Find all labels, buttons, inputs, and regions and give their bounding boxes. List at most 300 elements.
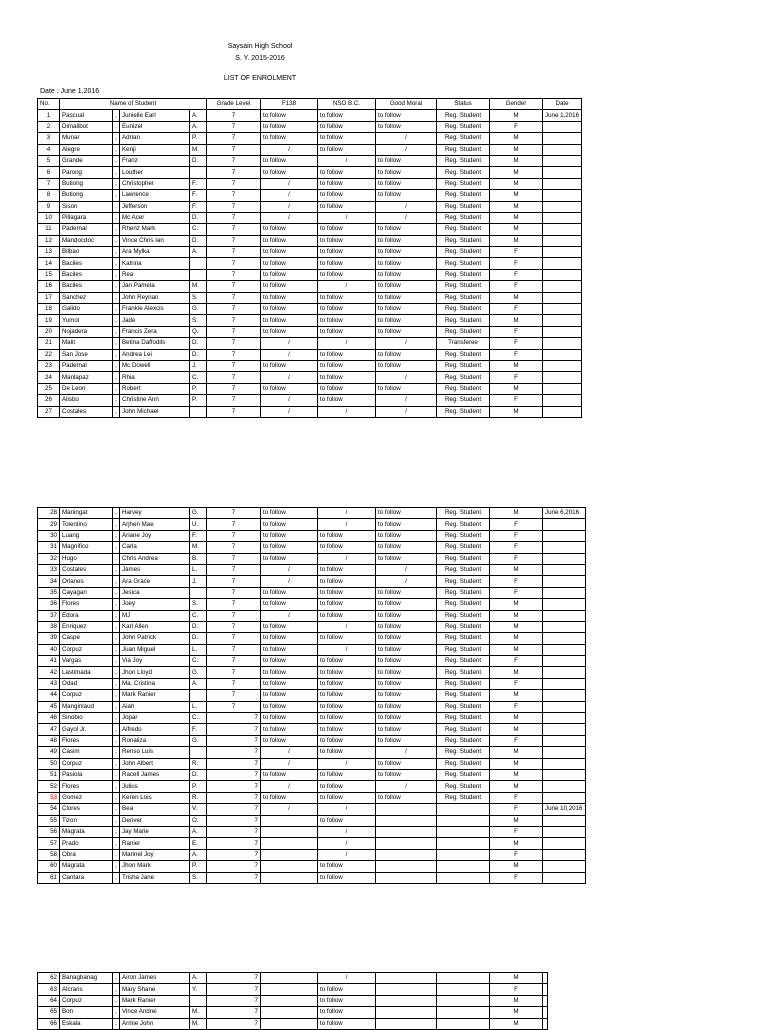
last-name: Pasiola — [60, 769, 113, 780]
row-number: 40 — [38, 644, 60, 655]
status: Reg. Student — [437, 633, 490, 644]
enrolment-table-page-1 — [37, 98, 582, 418]
gender: F — [490, 326, 543, 337]
row-number: 4 — [38, 144, 60, 155]
nso-bc: to follow — [318, 190, 376, 201]
good-moral: / — [376, 133, 437, 144]
grade-level: 7 — [207, 735, 261, 746]
row-number: 27 — [38, 406, 60, 417]
grade-level: 7 — [207, 372, 261, 383]
row-number: 2 — [38, 121, 60, 132]
f138: to follow — [261, 713, 318, 724]
gender: M — [490, 235, 543, 246]
middle-initial: D. — [190, 338, 207, 349]
row-number: 61 — [38, 872, 60, 883]
row-number: 19 — [38, 315, 60, 326]
row-number: 44 — [38, 690, 60, 701]
separator: , — [113, 372, 120, 383]
good-moral: to follow — [376, 792, 437, 803]
last-name: Munar — [60, 133, 113, 144]
middle-initial: M. — [190, 1007, 207, 1018]
row-number: 29 — [38, 519, 60, 530]
last-name: Gayol Jr. — [60, 724, 113, 735]
middle-initial — [190, 269, 207, 280]
grade-level: 7 — [207, 564, 261, 575]
separator: , — [113, 281, 120, 292]
middle-initial: A. — [190, 973, 207, 984]
good-moral: to follow — [376, 690, 437, 701]
table-row — [38, 815, 586, 826]
gender: M — [490, 815, 543, 826]
gender: M — [490, 690, 543, 701]
gender: M — [490, 633, 543, 644]
gender: F — [490, 281, 543, 292]
grade-level: 7 — [207, 315, 261, 326]
row-number: 1 — [38, 110, 60, 121]
gender: M — [490, 167, 543, 178]
middle-initial: D. — [190, 349, 207, 360]
first-name: Vince Andrei — [120, 1007, 190, 1018]
date — [543, 383, 582, 394]
nso-bc: to follow — [318, 792, 376, 803]
middle-initial: J. — [190, 576, 207, 587]
first-name: Jhon Mark — [120, 861, 190, 872]
status: Reg. Student — [437, 792, 490, 803]
good-moral: / — [376, 395, 437, 406]
first-name: Eunizel — [120, 121, 190, 132]
last-name: Odad — [60, 678, 113, 689]
first-name: Alfredo — [120, 724, 190, 735]
gender: M — [490, 110, 543, 121]
row-number: 14 — [38, 258, 60, 269]
table-row — [38, 258, 582, 269]
grade-level: 7 — [207, 849, 261, 860]
grade-level: 7 — [207, 713, 261, 724]
f138 — [261, 815, 318, 826]
first-name: John Reynan — [120, 292, 190, 303]
table-row — [38, 701, 586, 712]
row-number: 60 — [38, 861, 60, 872]
grade-level: 7 — [207, 973, 261, 984]
status: Reg. Student — [437, 304, 490, 315]
table-row — [38, 349, 582, 360]
table-row — [38, 121, 582, 132]
row-number: 63 — [38, 984, 60, 995]
f138: to follow — [261, 326, 318, 337]
last-name: Malit — [60, 338, 113, 349]
table-row — [38, 690, 586, 701]
f138: / — [261, 144, 318, 155]
row-number: 7 — [38, 178, 60, 189]
last-name: Pillagara — [60, 212, 113, 223]
separator: , — [113, 713, 120, 724]
middle-initial: D. — [190, 235, 207, 246]
date — [543, 304, 582, 315]
first-name: Katrina — [120, 258, 190, 269]
date — [543, 735, 586, 746]
separator: , — [113, 587, 120, 598]
nso-bc: to follow — [318, 564, 376, 575]
row-number: 57 — [38, 838, 60, 849]
nso-bc: to follow — [318, 576, 376, 587]
separator: , — [113, 815, 120, 826]
grade-level: 7 — [207, 587, 261, 598]
last-name: Bilbao — [60, 247, 113, 258]
table-row — [38, 769, 586, 780]
good-moral: / — [376, 372, 437, 383]
status: Reg. Student — [437, 735, 490, 746]
gender: M — [490, 144, 543, 155]
gender: F — [490, 553, 543, 564]
middle-initial: S. — [190, 872, 207, 883]
last-name: Enriquez — [60, 621, 113, 632]
status: Reg. Student — [437, 667, 490, 678]
status: Reg. Student — [437, 201, 490, 212]
gender: F — [490, 804, 543, 815]
f138: / — [261, 212, 318, 223]
good-moral: / — [376, 576, 437, 587]
last-name: Magrata — [60, 861, 113, 872]
grade-level: 7 — [207, 110, 261, 121]
last-name: Galido — [60, 304, 113, 315]
last-name: Padernal — [60, 360, 113, 371]
date — [543, 133, 582, 144]
table-row — [38, 212, 582, 223]
first-name: John Michael — [120, 406, 190, 417]
nso-bc: / — [318, 553, 376, 564]
middle-initial: P. — [190, 383, 207, 394]
grade-level: 7 — [207, 838, 261, 849]
grade-level: 7 — [207, 644, 261, 655]
row-number: 66 — [38, 1018, 60, 1029]
first-name: Christopher — [120, 178, 190, 189]
table-row — [38, 178, 582, 189]
status: Reg. Student — [437, 781, 490, 792]
status — [437, 804, 490, 815]
status: Reg. Student — [437, 178, 490, 189]
status: Reg. Student — [437, 133, 490, 144]
nso-bc: to follow — [318, 995, 376, 1006]
nso-bc: to follow — [318, 133, 376, 144]
date — [543, 984, 548, 995]
middle-initial: L. — [190, 564, 207, 575]
table-row — [38, 155, 582, 166]
f138: to follow — [261, 383, 318, 394]
table-row — [38, 326, 582, 337]
first-name: Karl Allen — [120, 621, 190, 632]
good-moral: to follow — [376, 315, 437, 326]
last-name: Gomez — [60, 792, 113, 803]
nso-bc: to follow — [318, 781, 376, 792]
separator: , — [113, 201, 120, 212]
middle-initial: D. — [190, 212, 207, 223]
good-moral: to follow — [376, 167, 437, 178]
grade-level: 7 — [207, 247, 261, 258]
row-number: 65 — [38, 1007, 60, 1018]
first-name: MJ — [120, 610, 190, 621]
f138: / — [261, 576, 318, 587]
f138: / — [261, 747, 318, 758]
row-number: 33 — [38, 564, 60, 575]
date — [543, 690, 586, 701]
table-row — [38, 747, 586, 758]
middle-initial: M. — [190, 281, 207, 292]
status — [437, 838, 490, 849]
status: Reg. Student — [437, 724, 490, 735]
nso-bc: to follow — [318, 1007, 376, 1018]
date — [543, 599, 586, 610]
date — [543, 542, 586, 553]
table-row — [38, 167, 582, 178]
date — [543, 656, 586, 667]
row-number: 28 — [38, 508, 60, 519]
row-number: 6 — [38, 167, 60, 178]
column-header: NSO B.C. — [318, 99, 376, 110]
good-moral — [376, 984, 437, 995]
f138: to follow — [261, 360, 318, 371]
separator: , — [113, 781, 120, 792]
last-name: Maningat — [60, 508, 113, 519]
date — [543, 258, 582, 269]
last-name: Lastimada — [60, 667, 113, 678]
date — [543, 838, 586, 849]
f138: to follow — [261, 121, 318, 132]
last-name: Obra — [60, 849, 113, 860]
f138: to follow — [261, 542, 318, 553]
status: Reg. Student — [437, 701, 490, 712]
gender: F — [490, 849, 543, 860]
separator: , — [113, 133, 120, 144]
grade-level: 7 — [207, 621, 261, 632]
date — [543, 224, 582, 235]
middle-initial: D. — [190, 155, 207, 166]
last-name: Flores — [60, 735, 113, 746]
last-name: Baciles — [60, 258, 113, 269]
status: Reg. Student — [437, 326, 490, 337]
first-name: Keren Lois — [120, 792, 190, 803]
separator: , — [113, 838, 120, 849]
table-row — [38, 542, 586, 553]
last-name: Casim — [60, 747, 113, 758]
separator: , — [113, 564, 120, 575]
nso-bc: to follow — [318, 224, 376, 235]
status — [437, 849, 490, 860]
row-number: 35 — [38, 587, 60, 598]
grade-level: 7 — [207, 121, 261, 132]
grade-level: 7 — [207, 861, 261, 872]
f138: / — [261, 564, 318, 575]
gender: F — [490, 656, 543, 667]
row-number: 53 — [38, 792, 60, 803]
row-number: 46 — [38, 713, 60, 724]
f138: / — [261, 781, 318, 792]
nso-bc: to follow — [318, 815, 376, 826]
gender: F — [490, 735, 543, 746]
status: Reg. Student — [437, 553, 490, 564]
f138: / — [261, 406, 318, 417]
first-name: Kenji — [120, 144, 190, 155]
row-number: 12 — [38, 235, 60, 246]
status — [437, 872, 490, 883]
good-moral — [376, 815, 437, 826]
good-moral: to follow — [376, 587, 437, 598]
table-row — [38, 519, 586, 530]
row-number: 23 — [38, 360, 60, 371]
nso-bc: / — [318, 849, 376, 860]
row-number: 17 — [38, 292, 60, 303]
school-name: Saysain High School — [227, 43, 293, 50]
f138: to follow — [261, 235, 318, 246]
separator: , — [113, 178, 120, 189]
good-moral — [376, 838, 437, 849]
date — [543, 121, 582, 132]
column-header: F138 — [261, 99, 318, 110]
last-name: Banagbanag — [60, 973, 113, 984]
separator: , — [113, 406, 120, 417]
nso-bc: to follow — [318, 769, 376, 780]
date — [543, 519, 586, 530]
last-name: Corpuz — [60, 690, 113, 701]
first-name: Renso Luis — [120, 747, 190, 758]
f138 — [261, 861, 318, 872]
table-row — [38, 383, 582, 394]
table-row — [38, 678, 586, 689]
nso-bc: to follow — [318, 258, 376, 269]
good-moral: / — [376, 564, 437, 575]
first-name: Christine Ann — [120, 395, 190, 406]
last-name: Sanchez — [60, 292, 113, 303]
f138: to follow — [261, 667, 318, 678]
last-name: Costales — [60, 406, 113, 417]
nso-bc: to follow — [318, 201, 376, 212]
f138: to follow — [261, 530, 318, 541]
first-name: Jesica — [120, 587, 190, 598]
separator: , — [113, 383, 120, 394]
first-name: Franz — [120, 155, 190, 166]
good-moral: to follow — [376, 292, 437, 303]
date — [543, 861, 586, 872]
f138: to follow — [261, 292, 318, 303]
middle-initial: F. — [190, 530, 207, 541]
gender: M — [490, 155, 543, 166]
good-moral: / — [376, 144, 437, 155]
nso-bc: to follow — [318, 872, 376, 883]
first-name: Rhia — [120, 372, 190, 383]
nso-bc: to follow — [318, 121, 376, 132]
gender: F — [490, 247, 543, 258]
separator: , — [113, 984, 120, 995]
separator: , — [113, 224, 120, 235]
middle-initial: P. — [190, 781, 207, 792]
table-row — [38, 224, 582, 235]
separator: , — [113, 804, 120, 815]
first-name: Marinel Joy — [120, 849, 190, 860]
f138: / — [261, 804, 318, 815]
date — [543, 530, 586, 541]
grade-level: 7 — [207, 326, 261, 337]
first-name: Julius — [120, 781, 190, 792]
good-moral: / — [376, 781, 437, 792]
date — [543, 235, 582, 246]
status: Reg. Student — [437, 656, 490, 667]
status — [437, 815, 490, 826]
grade-level: 7 — [207, 1007, 261, 1018]
status: Reg. Student — [437, 144, 490, 155]
status: Reg. Student — [437, 769, 490, 780]
last-name: Caspe — [60, 633, 113, 644]
grade-level: 7 — [207, 519, 261, 530]
separator: , — [113, 610, 120, 621]
last-name: Corpuz — [60, 644, 113, 655]
gender: F — [490, 576, 543, 587]
first-name: Ronaliza — [120, 735, 190, 746]
table-row — [38, 656, 586, 667]
last-name: Flores — [60, 781, 113, 792]
date — [543, 973, 548, 984]
middle-initial — [190, 587, 207, 598]
separator: , — [113, 1007, 120, 1018]
f138 — [261, 849, 318, 860]
middle-initial: Q. — [190, 326, 207, 337]
gender: F — [490, 304, 543, 315]
nso-bc: to follow — [318, 984, 376, 995]
middle-initial: P. — [190, 395, 207, 406]
first-name: Jefferson — [120, 201, 190, 212]
gender: M — [490, 564, 543, 575]
row-number: 32 — [38, 553, 60, 564]
separator: , — [113, 678, 120, 689]
gender: F — [490, 542, 543, 553]
date — [543, 178, 582, 189]
grade-level: 7 — [207, 792, 261, 803]
gender: M — [490, 610, 543, 621]
status: Reg. Student — [437, 576, 490, 587]
date — [543, 587, 586, 598]
status: Reg. Student — [437, 690, 490, 701]
table-row — [38, 281, 582, 292]
nso-bc: to follow — [318, 690, 376, 701]
good-moral: to follow — [376, 542, 437, 553]
separator: , — [113, 849, 120, 860]
date — [543, 724, 586, 735]
good-moral: to follow — [376, 644, 437, 655]
first-name: Vince Chris Ian — [120, 235, 190, 246]
gender: F — [490, 826, 543, 837]
good-moral — [376, 804, 437, 815]
f138: / — [261, 349, 318, 360]
row-number: 47 — [38, 724, 60, 735]
separator: , — [113, 269, 120, 280]
first-name: Adrian — [120, 133, 190, 144]
grade-level: 7 — [207, 804, 261, 815]
grade-level: 7 — [207, 395, 261, 406]
grade-level: 7 — [207, 826, 261, 837]
row-number: 18 — [38, 304, 60, 315]
good-moral: to follow — [376, 155, 437, 166]
first-name: Mark Ranier — [120, 690, 190, 701]
middle-initial: F. — [190, 201, 207, 212]
good-moral: to follow — [376, 530, 437, 541]
nso-bc: to follow — [318, 599, 376, 610]
date — [543, 667, 586, 678]
row-number: 36 — [38, 599, 60, 610]
status: Reg. Student — [437, 258, 490, 269]
good-moral: to follow — [376, 667, 437, 678]
last-name: Baciles — [60, 281, 113, 292]
status: Reg. Student — [437, 747, 490, 758]
grade-level: 7 — [207, 690, 261, 701]
good-moral: to follow — [376, 508, 437, 519]
